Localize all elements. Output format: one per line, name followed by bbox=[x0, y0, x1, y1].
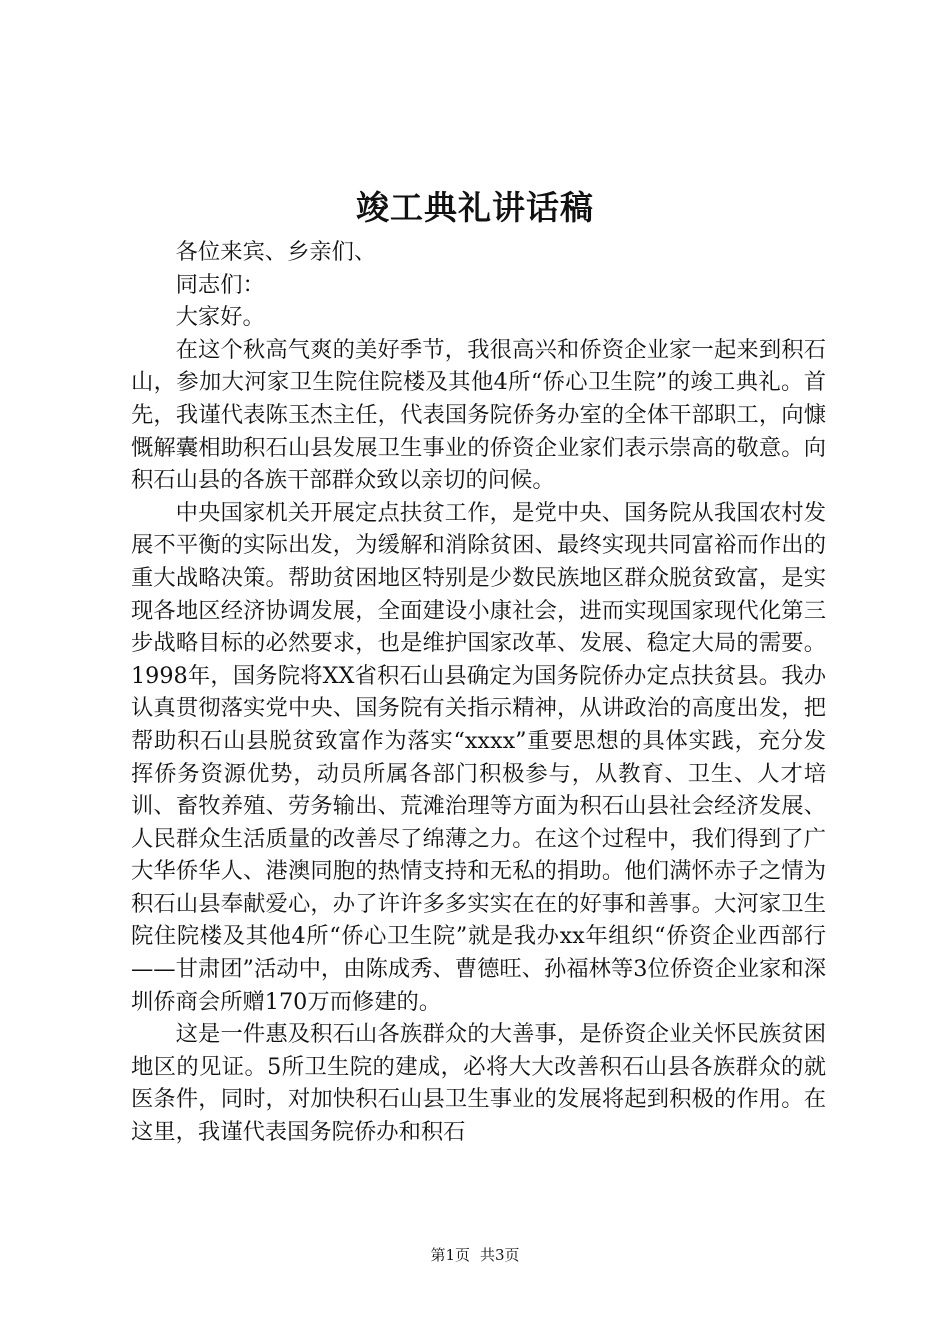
body-paragraph: 中央国家机关开展定点扶贫工作，是党中央、国务院从我国农村发展不平衡的实际出发，为缓解和消除贫困、最终实现共同富裕而作出的重大战略决策。帮助贫困地区特别是少数民族地区群众脱贫致富，是实现各地区经济协调发展，全面建设小康社会，进而实现国家现代化第三步战略目标的必然要求，也是维护国家改革、发展、稳定大局的需要。1998年，国务院将XX省积石山县确定为国务院侨办定点扶贫县。我办认真贯彻落实党中央、国务院有关指示精神，从讲政治的高度出发，把帮助积石山县脱贫致富作为落实“xxxx”重要思想的具体实践，充分发挥侨务资源优势，动员所属各部门积极参与，从教育、卫生、人才培训、畜牧养殖、劳务输出、荒滩治理等方面为积石山县社会经济发展、人民群众生活质量的改善尽了绵薄之力。在这个过程中，我们得到了广大华侨华人、港澳同胞的热情支持和无私的捐助。他们满怀赤子之情为积石山县奉献爱心，办了许许多多实实在在的好事和善事。大河家卫生院住院楼及其他4所“侨心卫生院”就是我办xx年组织“侨资企业西部行——甘肃团”活动中，由陈成秀、曹德旺、孙福林等3位侨资企业家和深圳侨商会所赠170万而修建的。 bbox=[131, 499, 826, 1015]
greeting-line: 大家好。 bbox=[175, 304, 265, 331]
page-footer bbox=[0, 1243, 950, 1267]
page-number: 第1页 bbox=[430, 1246, 470, 1264]
page-total: 共3页 bbox=[480, 1246, 520, 1264]
document-title: 竣工典礼讲话稿 bbox=[356, 188, 594, 227]
greeting-line: 各位来宾、乡亲们、 bbox=[175, 239, 377, 265]
body-paragraph: 在这个秋高气爽的美好季节，我很高兴和侨资企业家一起来到积石山，参加大河家卫生院住院楼及其他4所“侨心卫生院”的竣工典礼。首先，我谨代表陈玉杰主任，代表国务院侨务办室的全体干部职工，向慷慨解囊相助积石山县发展卫生事业的侨资企业家们表示崇高的敬意。向积石山县的各族干部群众致以亲切的问候。 bbox=[131, 336, 826, 494]
greeting-line: 同志们： bbox=[175, 271, 265, 298]
document-body bbox=[131, 236, 826, 1149]
body-paragraph: 这是一件惠及积石山各族群众的大善事，是侨资企业关怀民族贫困地区的见证。5所卫生院的建成，必将大大改善积石山县各族群众的就医条件，同时，对加快积石山县卫生事业的发展将起到积极的作用。在这里，我谨代表国务院侨办和积石 bbox=[131, 1021, 826, 1146]
